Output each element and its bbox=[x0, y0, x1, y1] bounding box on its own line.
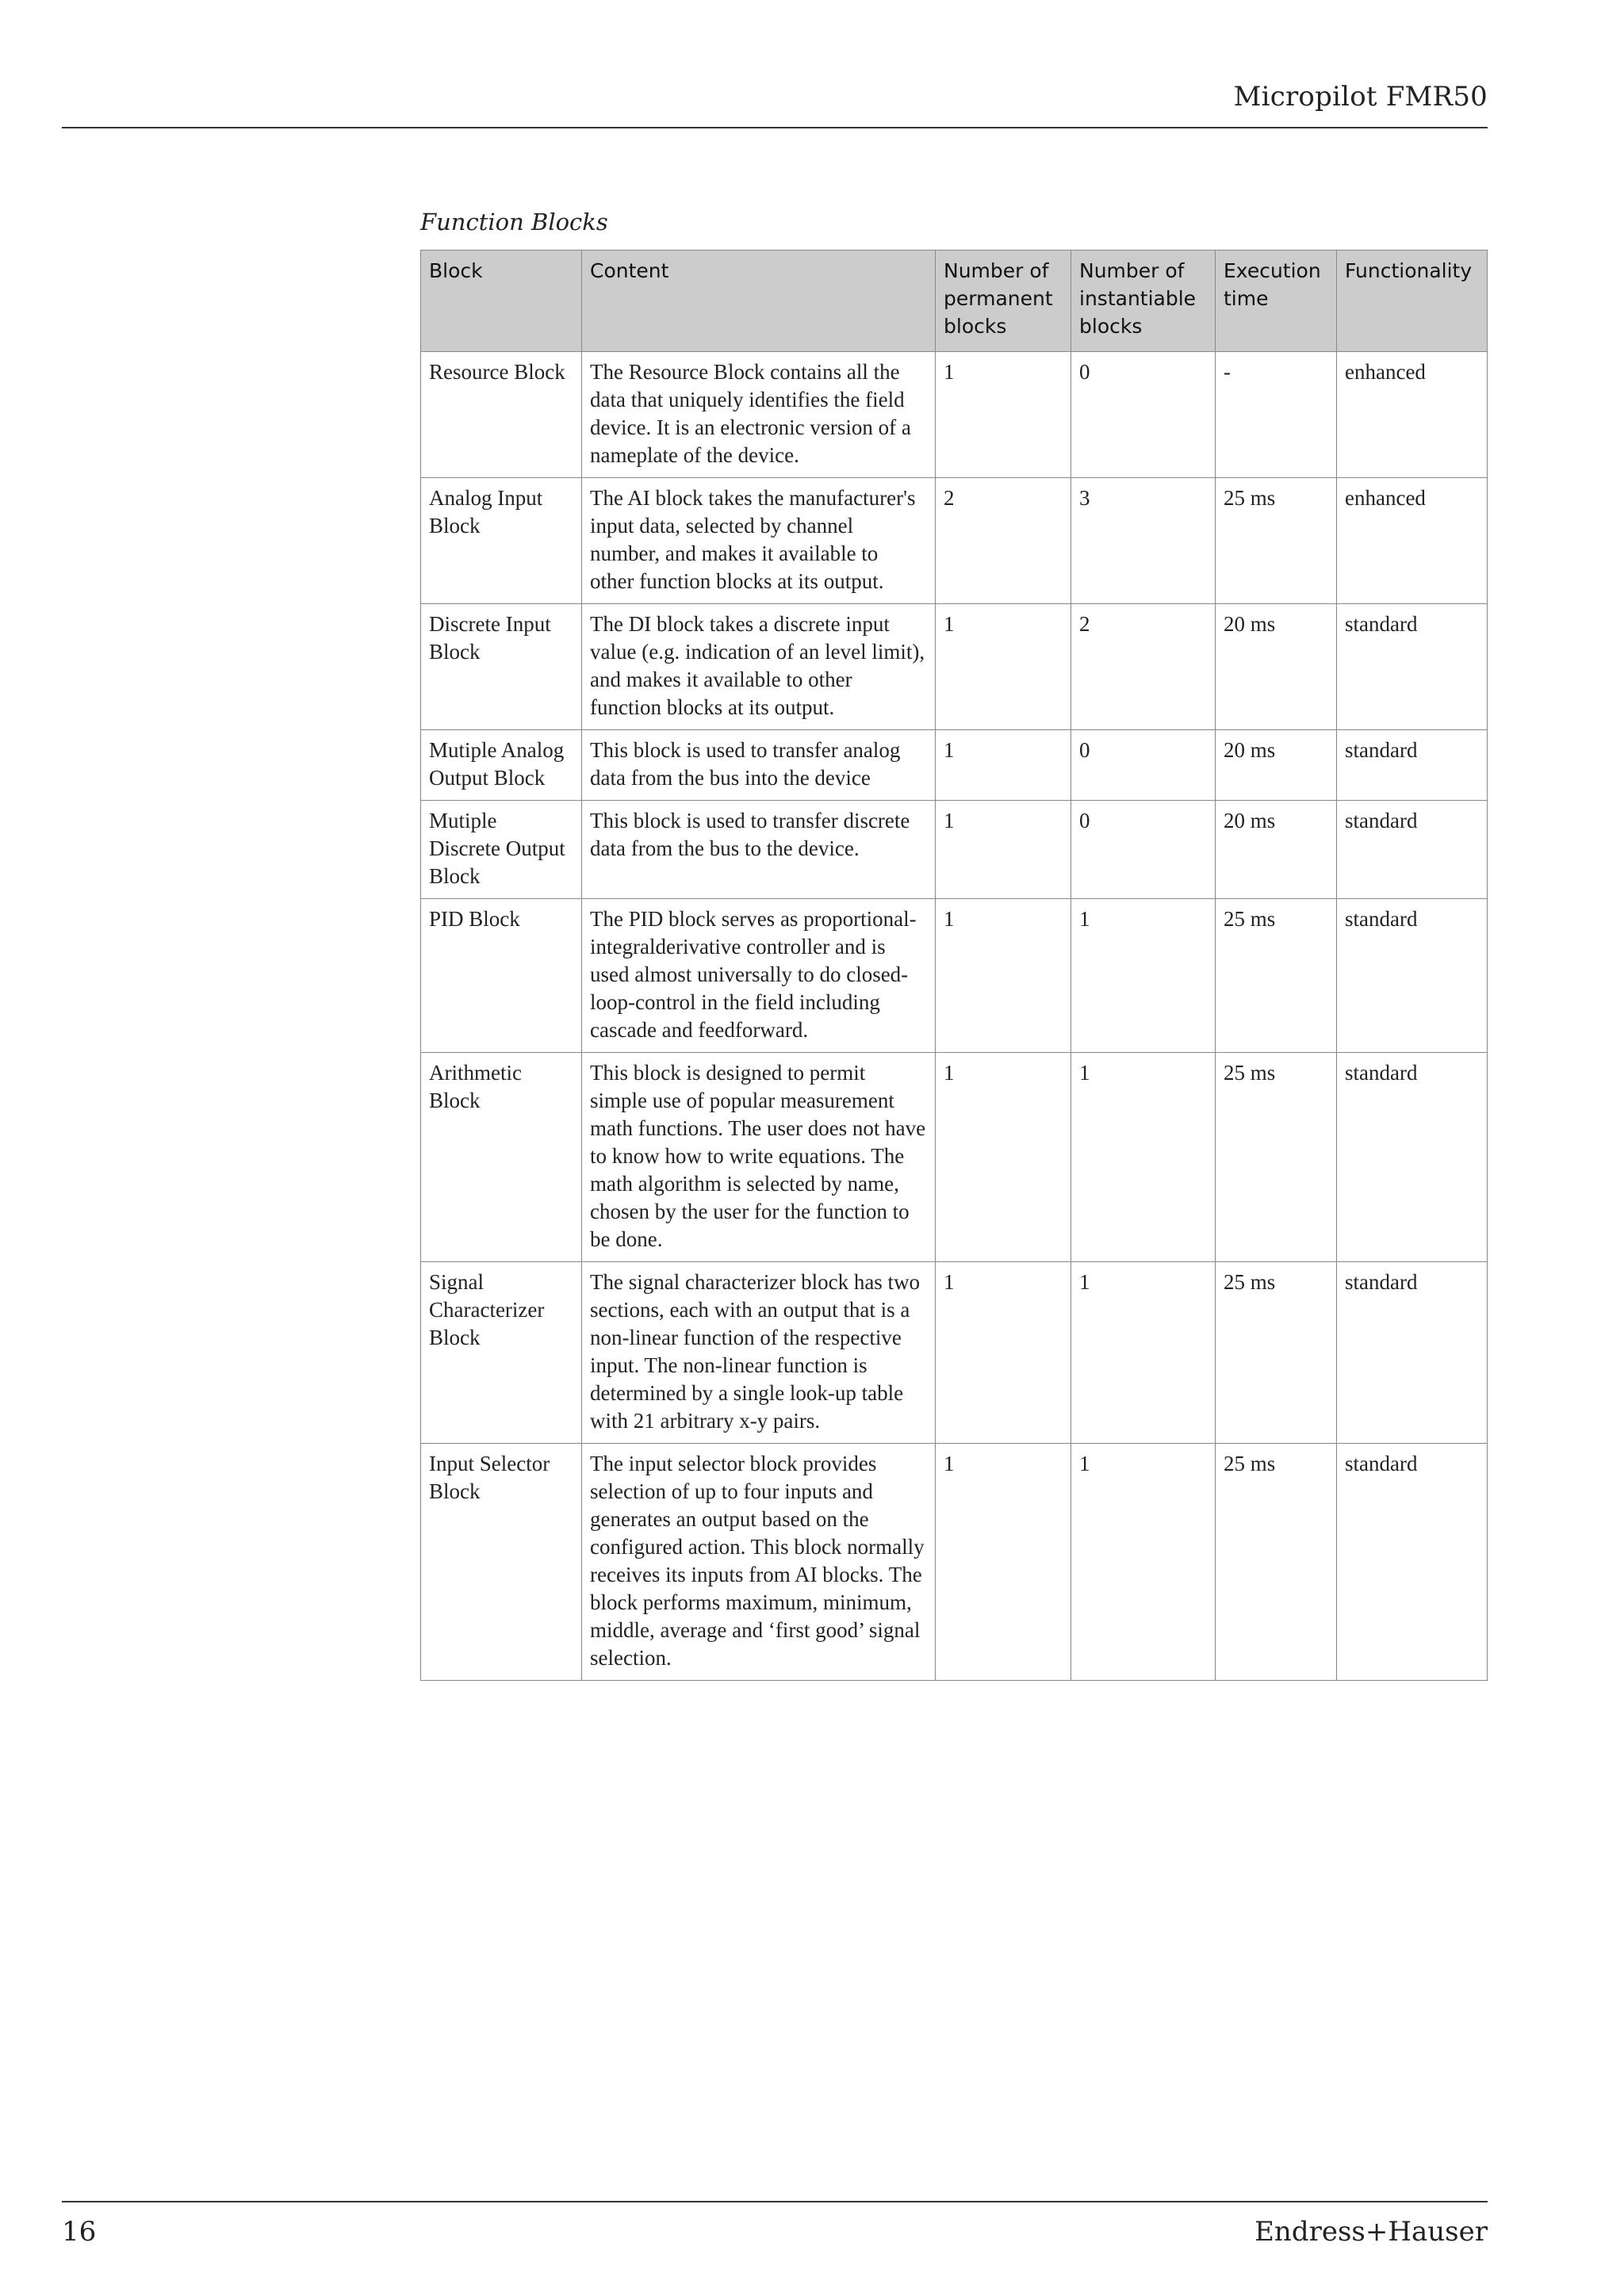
cell-instantiable: 0 bbox=[1071, 801, 1216, 899]
function-blocks-table bbox=[420, 250, 1488, 1681]
cell-content: The Resource Block contains all the data that uniquely identifies the field device. It is an electronic version of a nameplate of the device. bbox=[582, 352, 936, 478]
column-header-instantiable-blocks: Number of instantiable blocks bbox=[1071, 251, 1216, 352]
footer-divider bbox=[62, 2201, 1488, 2202]
cell-content: This block is designed to permit simple use of popular measurement math functions. The user does not have to know how to write equations. The math algorithm is selected by name, chosen by the user for the function to be done. bbox=[582, 1053, 936, 1262]
cell-instantiable: 1 bbox=[1071, 899, 1216, 1053]
cell-instantiable: 0 bbox=[1071, 730, 1216, 801]
cell-instantiable: 2 bbox=[1071, 604, 1216, 730]
cell-functionality: standard bbox=[1337, 1262, 1488, 1444]
cell-permanent: 2 bbox=[936, 478, 1071, 604]
cell-execution-time: 25 ms bbox=[1216, 899, 1337, 1053]
cell-permanent: 1 bbox=[936, 801, 1071, 899]
table-row bbox=[421, 899, 1488, 1053]
cell-instantiable: 3 bbox=[1071, 478, 1216, 604]
cell-block: Mutiple Analog Output Block bbox=[421, 730, 582, 801]
cell-functionality: standard bbox=[1337, 604, 1488, 730]
brand-name: Endress+Hauser bbox=[1254, 2216, 1488, 2248]
cell-functionality: standard bbox=[1337, 1053, 1488, 1262]
cell-functionality: standard bbox=[1337, 730, 1488, 801]
cell-execution-time: 20 ms bbox=[1216, 801, 1337, 899]
cell-execution-time: 25 ms bbox=[1216, 478, 1337, 604]
cell-execution-time: 25 ms bbox=[1216, 1444, 1337, 1681]
cell-execution-time: 25 ms bbox=[1216, 1262, 1337, 1444]
column-header-content: Content bbox=[582, 251, 936, 352]
cell-permanent: 1 bbox=[936, 1262, 1071, 1444]
page-number: 16 bbox=[62, 2216, 97, 2248]
table-row bbox=[421, 478, 1488, 604]
cell-content: This block is used to transfer discrete data from the bus to the device. bbox=[582, 801, 936, 899]
column-header-execution-time: Execution time bbox=[1216, 251, 1337, 352]
cell-permanent: 1 bbox=[936, 1444, 1071, 1681]
table-row bbox=[421, 1444, 1488, 1681]
cell-block: Analog Input Block bbox=[421, 478, 582, 604]
cell-content: The DI block takes a discrete input value (e.g. indication of an level limit), and makes it available to other function blocks at its output. bbox=[582, 604, 936, 730]
cell-block: Input Selector Block bbox=[421, 1444, 582, 1681]
cell-execution-time: 20 ms bbox=[1216, 730, 1337, 801]
cell-content: The PID block serves as proportional-integralderivative controller and is used almost universally to do closed-loop-control in the field including cascade and feedforward. bbox=[582, 899, 936, 1053]
column-header-functionality: Functionality bbox=[1337, 251, 1488, 352]
cell-content: The AI block takes the manufacturer's input data, selected by channel number, and makes it available to other function blocks at its output. bbox=[582, 478, 936, 604]
cell-instantiable: 1 bbox=[1071, 1444, 1216, 1681]
cell-functionality: enhanced bbox=[1337, 352, 1488, 478]
column-header-block: Block bbox=[421, 251, 582, 352]
cell-functionality: standard bbox=[1337, 899, 1488, 1053]
table-header-row bbox=[421, 251, 1488, 352]
cell-permanent: 1 bbox=[936, 730, 1071, 801]
cell-execution-time: - bbox=[1216, 352, 1337, 478]
table-row bbox=[421, 1053, 1488, 1262]
cell-content: The signal characterizer block has two sections, each with an output that is a non-linear function of the respective input. The non-linear function is determined by a single look-up table with 21 arbitrary x-y pairs. bbox=[582, 1262, 936, 1444]
cell-block: Mutiple Discrete Output Block bbox=[421, 801, 582, 899]
cell-functionality: standard bbox=[1337, 801, 1488, 899]
cell-permanent: 1 bbox=[936, 352, 1071, 478]
cell-execution-time: 20 ms bbox=[1216, 604, 1337, 730]
table-caption: Function Blocks bbox=[420, 209, 608, 235]
cell-content: This block is used to transfer analog data from the bus into the device bbox=[582, 730, 936, 801]
cell-functionality: standard bbox=[1337, 1444, 1488, 1681]
cell-permanent: 1 bbox=[936, 899, 1071, 1053]
cell-block: Resource Block bbox=[421, 352, 582, 478]
cell-content: The input selector block provides selection of up to four inputs and generates an output based on the configured action. This block normally receives its inputs from AI blocks. The block performs maximum, minimum, middle, average and ‘first good’ signal selection. bbox=[582, 1444, 936, 1681]
table-row bbox=[421, 352, 1488, 478]
column-header-permanent-blocks: Number of permanent blocks bbox=[936, 251, 1071, 352]
header-divider bbox=[62, 127, 1488, 128]
table-row bbox=[421, 801, 1488, 899]
cell-instantiable: 1 bbox=[1071, 1262, 1216, 1444]
cell-execution-time: 25 ms bbox=[1216, 1053, 1337, 1262]
cell-instantiable: 1 bbox=[1071, 1053, 1216, 1262]
cell-block: Signal Characterizer Block bbox=[421, 1262, 582, 1444]
cell-block: Arithmetic Block bbox=[421, 1053, 582, 1262]
cell-functionality: enhanced bbox=[1337, 478, 1488, 604]
table-row bbox=[421, 1262, 1488, 1444]
document-header-title: Micropilot FMR50 bbox=[1233, 81, 1488, 113]
table-row bbox=[421, 730, 1488, 801]
table-row bbox=[421, 604, 1488, 730]
cell-permanent: 1 bbox=[936, 604, 1071, 730]
cell-instantiable: 0 bbox=[1071, 352, 1216, 478]
cell-permanent: 1 bbox=[936, 1053, 1071, 1262]
cell-block: Discrete Input Block bbox=[421, 604, 582, 730]
cell-block: PID Block bbox=[421, 899, 582, 1053]
